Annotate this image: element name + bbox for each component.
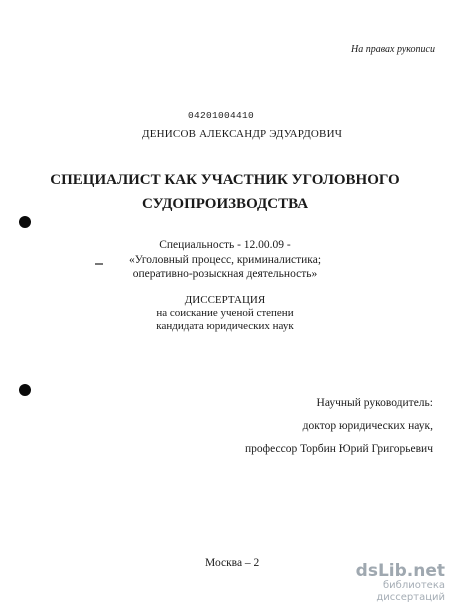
catalog-code: 04201004410 bbox=[188, 110, 255, 121]
dissertation-line: ДИССЕРТАЦИЯ bbox=[184, 294, 266, 306]
dissertation-title bbox=[0, 168, 450, 216]
specialty-block bbox=[0, 238, 450, 282]
specialty-line: оперативно-розыскная деятельность» bbox=[132, 268, 318, 280]
title-line: СПЕЦИАЛИСТ КАК УЧАСТНИК УГОЛОВНОГО bbox=[50, 172, 400, 188]
rights-note: На правах рукописи bbox=[351, 44, 435, 55]
supervisor-line: профессор Торбин Юрий Григорьевич bbox=[244, 443, 433, 455]
specialty-line: «Уголовный процесс, криминалистика; bbox=[128, 253, 322, 266]
author-name: ДЕНИСОВ АЛЕКСАНДР ЭДУАРДОВИЧ bbox=[142, 128, 343, 140]
punch-hole-dot bbox=[19, 384, 31, 396]
supervisor-block bbox=[225, 392, 433, 461]
punch-hole-dot bbox=[19, 216, 31, 228]
specialty-line: Специальность - 12.00.09 - bbox=[159, 239, 291, 251]
dissertation-line: на соискание ученой степени bbox=[156, 307, 294, 319]
dissertation-block bbox=[0, 294, 450, 333]
city-year: Москва – 2 bbox=[205, 557, 260, 569]
supervisor-line: доктор юридических наук, bbox=[302, 420, 433, 432]
watermark-logo: dsLib.net bbox=[355, 561, 445, 581]
title-line: СУДОПРОИЗВОДСТВА bbox=[141, 196, 309, 212]
dissertation-line: кандидата юридических наук bbox=[156, 320, 294, 332]
watermark bbox=[335, 562, 445, 604]
supervisor-line: Научный руководитель: bbox=[316, 397, 433, 409]
watermark-subtitle: библиотека диссертаций bbox=[376, 580, 445, 603]
